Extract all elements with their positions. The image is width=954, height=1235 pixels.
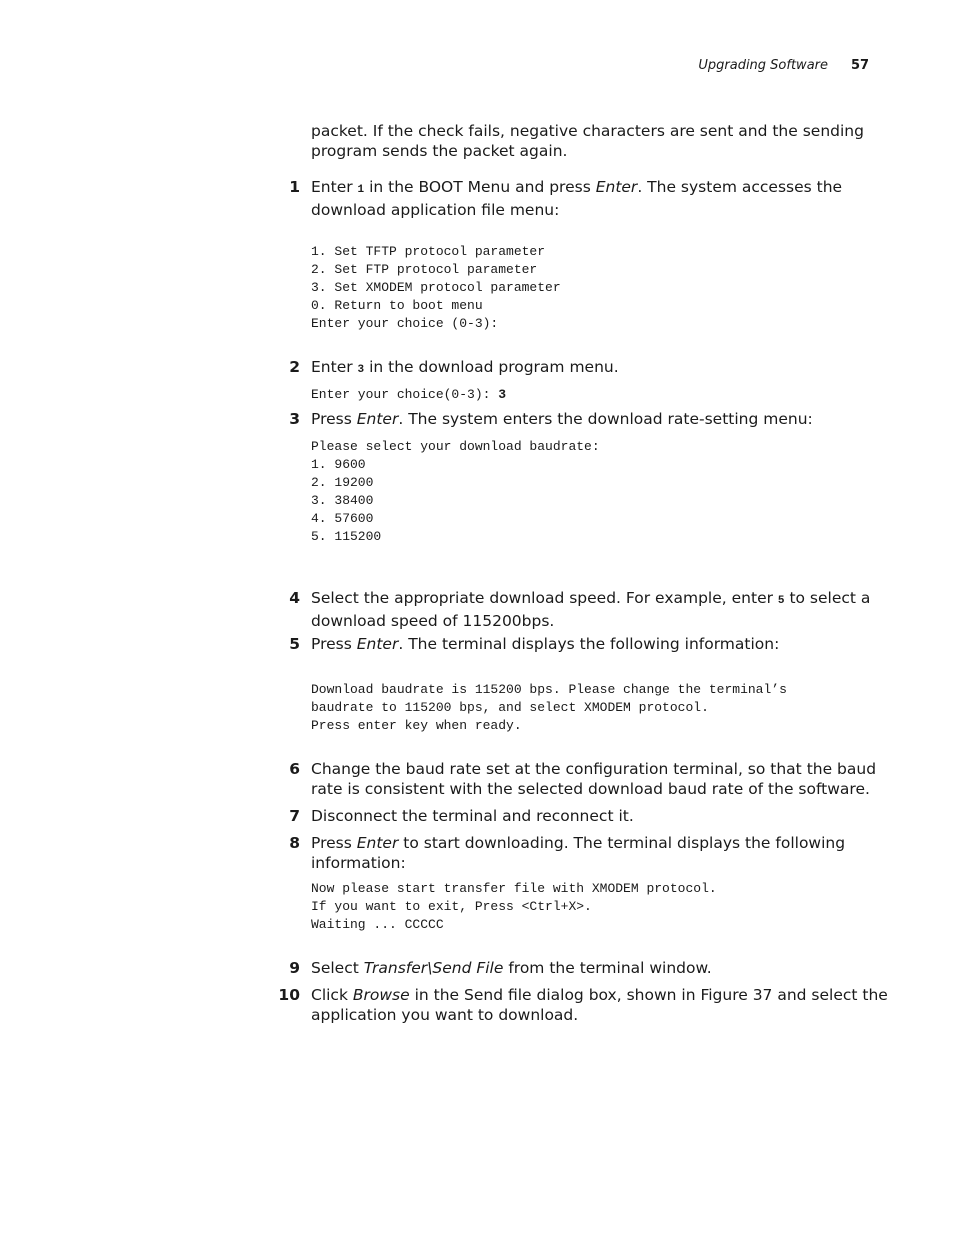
step-number: 6 xyxy=(289,760,300,778)
intro-paragraph: packet. If the check fails, negative characters are sent and the sending program sends the packet again. xyxy=(311,122,864,160)
inline-code: 3 xyxy=(357,364,365,376)
page-number: 57 xyxy=(851,58,870,73)
step-text: Press Enter to start downloading. The terminal displays the following information: xyxy=(311,834,846,872)
section-title: Upgrading Software xyxy=(698,58,828,73)
step-text: Enter 3 in the download program menu. xyxy=(311,358,619,376)
inline-code: 5 xyxy=(777,595,785,607)
key-name: Enter xyxy=(595,178,638,196)
step-text: Change the baud rate set at the configuration terminal, so that the baud rate is consistent with the selected download baud rate of the software. xyxy=(311,760,877,798)
code-block-transfer: Now please start transfer file with XMODEM protocol. If you want to exit, Press <Ctrl+X>. Waiting ... CCCCC xyxy=(311,881,717,932)
code-block-download-menu: 1. Set TFTP protocol parameter 2. Set FTP protocol parameter 3. Set XMODEM protocol parameter 0. Return to boot menu Enter your choice (0-3): xyxy=(311,244,561,331)
inline-code: 1 xyxy=(357,184,365,196)
page-header xyxy=(0,58,954,76)
step-number: 3 xyxy=(289,410,300,428)
code-block-download-info: Download baudrate is 115200 bps. Please change the terminal’s baudrate to 115200 bps, and select XMODEM protocol. Press enter key when ready. xyxy=(311,682,787,733)
step-text: Press Enter. The system enters the download rate-setting menu: xyxy=(311,410,813,428)
step-text: Click Browse in the Send file dialog box, shown in Figure 37 and select the application you want to download. xyxy=(311,986,888,1024)
key-name: Enter xyxy=(356,834,399,852)
code-block-baudrate-menu: Please select your download baudrate: 1. 9600 2. 19200 3. 38400 4. 57600 5. 115200 xyxy=(311,439,600,544)
step-text: Enter 1 in the BOOT Menu and press Enter. The system accesses the download application file menu: xyxy=(311,178,843,219)
button-name: Browse xyxy=(352,986,410,1004)
step-number: 2 xyxy=(289,358,300,376)
step-text: Press Enter. The terminal displays the following information: xyxy=(311,635,780,653)
step-number: 8 xyxy=(289,834,300,852)
step-number: 4 xyxy=(289,589,300,607)
key-name: Enter xyxy=(356,635,399,653)
step-number: 5 xyxy=(289,635,300,653)
step-number: 9 xyxy=(289,959,300,977)
step-text: Disconnect the terminal and reconnect it. xyxy=(311,807,634,825)
step-number: 1 xyxy=(289,178,300,196)
step-text: Select the appropriate download speed. For example, enter 5 to select a download speed of 115200bps. xyxy=(311,589,871,630)
step-text: Select Transfer\Send File from the terminal window. xyxy=(311,959,712,977)
key-name: Enter xyxy=(356,410,399,428)
code-block-choice: Enter your choice(0-3): 3 xyxy=(311,387,507,402)
step-number: 7 xyxy=(289,807,300,825)
menu-path: Transfer\Send File xyxy=(363,959,504,977)
step-number: 10 xyxy=(278,986,300,1004)
